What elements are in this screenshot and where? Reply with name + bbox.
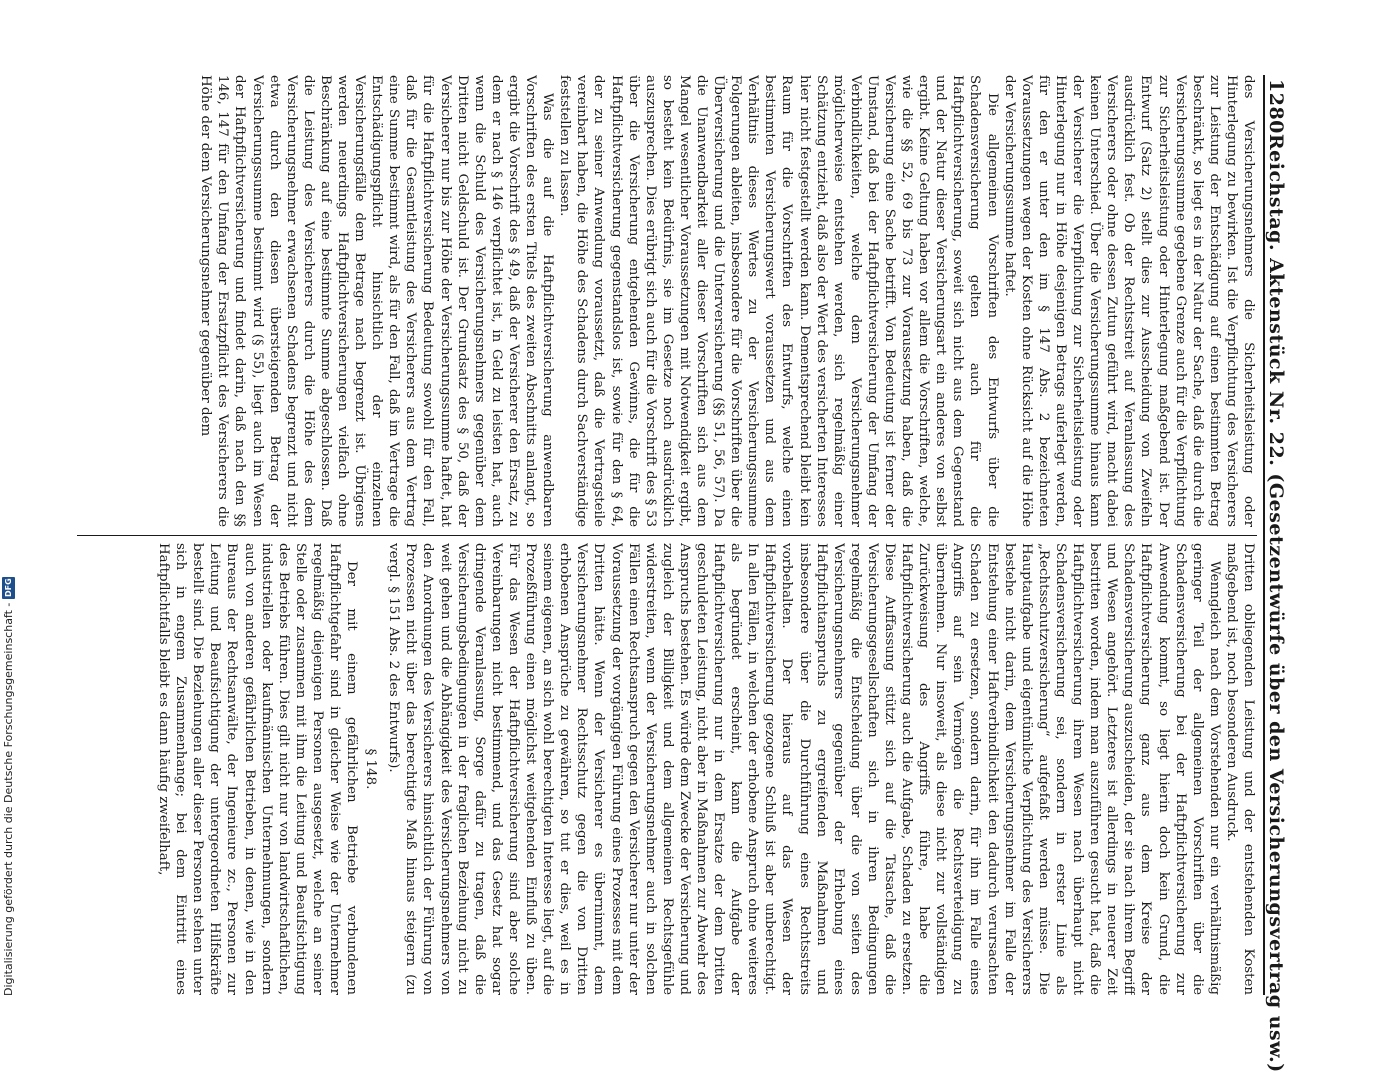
paragraph: des Versicherungsnehmers die Sicherheitsleistung oder Hinterlegung zu bewirken. Ist die Verpflichtung des Versicherers zur Leistung der Entschädigung auf einen bestimmten Betrag beschränkt, so liegt es in der Natur der Sache, daß die durch die Versicherungssumme gegebene Grenze auch für die Verpflichtung zur Sicherheitsleistung oder Hinterlegung maßgebend ist. Der Entwurf (Satz 2) stellt dies zur Ausscheidung von Zweifeln ausdrücklich fest. Ob der Rechtsstreit auf Veranlassung des Versicherers oder ohne dessen Zutun geführt wird, macht dabei keinen Unterschied. Über die Versicherungssumme hinaus kann der Versicherer die Verpflichtung zur Sicherheitsleistung oder Hinterlegung nur in Höhe desjenigen Betrags auferlegt werden, für den er unter den im § 147 Abs. 2 bezeichneten Voraussetzungen wegen der Kosten ohne Rücksicht auf die Höhe der Versicherungssumme haftet. bbox=[1001, 75, 1256, 527]
rotated-document-page bbox=[55, 75, 1295, 1073]
left-column bbox=[77, 75, 1257, 527]
page-header bbox=[1263, 75, 1295, 1073]
digitization-credit bbox=[2, 0, 15, 996]
paragraph: Die allgemeinen Vorschriften des Entwurfs über die Schadensversicherung gelten auch für die Haftpflichtversicherung, soweit sich nicht aus dem Gegenstand und der Natur dieser Versicherungsart ein anderes von selbst ergibt. Keine Geltung haben vor allem die Vorschriften, welche, wie die §§ 52, 69 bis 73 zur Voraussetzung haben, daß die Versicherung eine Sache betrifft. Von Bedeutung ist ferner der Umstand, daß bei der Haftpflichtversicherung der Umfang der Verbindlichkeiten, welche dem Versicherungsnehmer möglicherweise entstehen werden, sich regelmäßig einer Schätzung entzieht, daß also der Wert des versicherten Interesses hier nicht festgestellt werden kann. Dementsprechend bleibt kein Raum für die Vorschriften des Entwurfs, welche einen bestimmten Versicherungswert voraussetzen und aus dem Verhältnis dieses Wertes zu der Versicherungssumme Folgerungen ableiten, insbesondere für die Vorschriften über die Überversicherung und die Unterversicherung (§§ 51, 56, 57). Da die Unanwendbarkeit aller dieser Vorschriften sich aus dem Mangel wesentlicher Voraussetzungen mit Notwendigkeit ergibt, so besteht kein Bedürfnis, sie im Gesetze noch ausdrücklich auszusprechen. Dies erübrigt sich auch für die Vorschrift des § 53 über die Versicherung entgehenden Gewinns, die für die Haftpflichtversicherung gegenstandslos ist, sowie für den § 64, der zu seiner Anwendung voraussetzt, daß die Vertragsteile vereinbart haben, die Höhe des Schadens durch Sachverständige feststellen zu lassen. bbox=[557, 75, 1000, 527]
page-title: Reichstag. Aktenstück Nr. 22. (Gesetzentwürfe über den Versicherungsvertrag usw.) bbox=[1265, 133, 1287, 1073]
page-number: 1280 bbox=[1265, 79, 1287, 134]
paragraph: Wenngleich nach dem Vorstehenden nur ein verhältnismäßig geringer Teil der allgemeinen Vorschriften über die Schadensversicherung bei der Haftpflichtversicherung zur Anwendung kommt, so liegt hierin doch kein Grund, die Haftpflichtversicherung ganz aus dem Kreise der Schadensversicherung auszuscheiden, der sie nach ihrem Begriff und Wesen angehört. Letzteres ist allerdings in neuerer Zeit bestritten worden, indem man auszuführen gesucht hat, daß die Haftpflichtversicherung ihrem Wesen nach überhaupt nicht Schadensversicherung sei, sondern in erster Linie als „Rechtsschutzversicherung“ aufgefaßt werden müsse. Die Hauptaufgabe und eigentümliche Verpflichtung des Versicherers bestehe nicht darin, dem Versicherungsnehmer im Falle der Entstehung einer Haftverbindlichkeit den dadurch verursachten Schaden zu ersetzen, sondern darin, für ihn im Falle eines Angriffs auf sein Vermögen die Rechtsverteidigung zu übernehmen. Nur insoweit, als diese nicht zur vollständigen Zurückweisung des Angriffs führe, habe die Haftpflichtversicherung auch die Aufgabe, Schaden zu ersetzen. Diese Auffassung stützt sich auf die Tatsache, daß die Versicherungsgesellschaften sich in ihren Bedingungen regelmäßig die Entscheidung über die von seiten des Versicherungsnehmers gegenüber der Erhebung eines Haftpflichtanspruchs zu ergreifenden Maßnahmen und insbesondere über die Durchführung eines Rechtsstreits vorbehalten. Der hieraus auf das Wesen der Haftpflichtversicherung gezogene Schluß ist aber unberechtigt. In allen Fällen, in welchen der erhobene Anspruch ohne weiteres als begründet erscheint, kann die Aufgabe der Haftpflichtversicherung nur in dem Ersatze der dem Dritten geschuldeten Leistung, nicht aber in Maßnahmen zur Abwehr des Anspruchs bestehen. Es würde dem Zwecke der Versicherung und zugleich der Billigkeit und dem allgemeinen Rechtsgefühle widerstreiten, wenn der Versicherungsnehmer auch in solchen Fällen einen Rechtsanspruch gegen den Versicherer nur unter der Voraussetzung der vorgängigen Führung eines Prozesses mit dem Dritten hätte. Wenn der Versicherer es übernimmt, dem Versicherungsnehmer Rechtsschutz gegen die von Dritten erhobenen Ansprüche zu gewähren, so tut er dies, weil es in seinem eigenen, an sich wohl berechtigten Interesse liegt, auf die Prozeßführung einen möglichst weitgehenden Einfluß zu üben. Für das Wesen der Haftpflichtversicherung sind aber solche Vereinbarungen nicht bestimmend, und das Gesetz hat sogar dringende Veranlassung, Sorge dafür zu tragen, daß die Versicherungsbedingungen in der fraglichen Beziehung nicht zu weit gehen und die Abhängigkeit des Versicherungsnehmers von den Anordnungen des Versicherers hinsichtlich der Führung von Prozessen nicht über das berechtigte Maß hinaus steigern (zu vergl. § 151 Abs. 2 des Entwurfs). bbox=[386, 543, 1222, 995]
dfg-logo: DFG bbox=[4, 578, 13, 597]
credit-text: Digitalisierung gefördert durch die Deutsche Forschungsgemeinschaft - bbox=[2, 602, 15, 996]
paragraph: Was die auf die Haftpflichtversicherung anwendbaren Vorschriften des ersten Titels des zweiten Abschnitts anlangt, so ergibt die Vorschrift des § 49, daß der Versicherer den Ersatz, zu dem er nach § 146 verpflichtet ist, in Geld zu leisten hat, auch wenn die Schuld des Versicherungsnehmers gegenüber dem Dritten nicht Geldschuld ist. Der Grundsatz des § 50, daß der Versicherer nur bis zur Höhe der Versicherungssumme haftet, hat für die Haftpflichtversicherung Bedeutung sowohl für den Fall, daß für die Gesamtleistung des Versicherers aus dem Vertrag eine Summe bestimmt wird, als für den Fall, daß im Vertrage die Entschädigungspflicht hinsichtlich der einzelnen Versicherungsfälle dem Betrage nach begrenzt ist. Übrigens werden neuerdings Haftpflichtversicherungen vielfach ohne Beschränkung auf eine bestimmte Summe abgeschlossen. Daß die Leistung des Versicherers durch die Höhe des dem Versicherungsnehmer erwachsenen Schadens begrenzt und nicht etwa durch den diesen übersteigenden Betrag der Versicherungssumme bestimmt wird (§ 55), liegt auch im Wesen der Haftpflichtversicherung und findet darin, daß nach den §§ 146, 147 für den Umfang der Ersatzpflicht des Versicherers die Höhe der dem Versicherungsnehmer gegenüber dem bbox=[198, 75, 556, 527]
paragraph: Der mit einem gefährlichen Betriebe verbundenen Haftpflichtgefahr sind in gleicher Weise wie der Unternehmer regelmäßig diejenigen Personen ausgesetzt, welche an seiner Stelle oder zusammen mit ihm die Leitung und Beaufsichtigung des Betriebs führen. Dies gilt nicht nur von landwirtschaftlichen, industriellen oder kaufmännischen Unternehmungen, sondern auch von anderen gefährlichen Betrieben, in denen, wie in den Bureaus der Rechtsanwälte, der Ingenieure zc., Personen zur Leitung und Beaufsichtigung der untergeordneten Hilfskräfte bestellt sind. Die Beziehungen aller dieser Personen stehen unter sich in engem Zusammenhange; bei dem Eintritt eines Haftpflichtfalls bleibt es dann häufig zweifelhaft, bbox=[156, 543, 360, 995]
paragraph: Dritten obliegenden Leistung und der entstehenden Kosten maßgebend ist, noch besonderen Ausdruck. bbox=[1223, 543, 1256, 995]
text-columns bbox=[77, 75, 1257, 995]
column-divider bbox=[77, 535, 1257, 536]
section-heading: § 148. bbox=[363, 748, 379, 790]
right-column bbox=[77, 543, 1257, 995]
